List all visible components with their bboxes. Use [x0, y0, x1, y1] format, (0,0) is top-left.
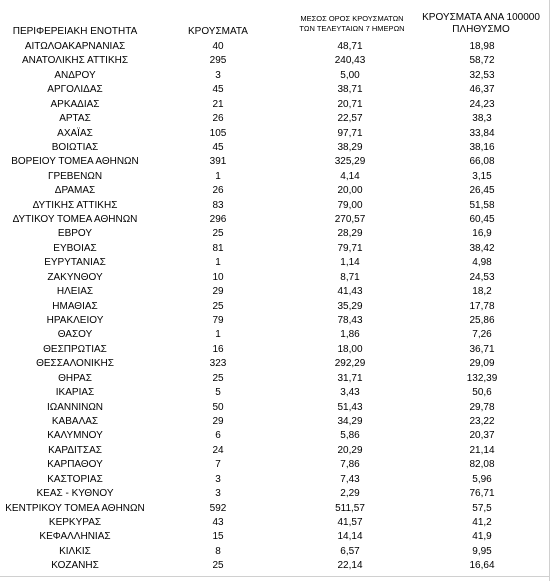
cell-per-100k: 29,09	[469, 358, 495, 370]
table-row	[0, 285, 556, 299]
cell-regional-unit: ΘΕΣΣΑΛΟΝΙΚΗΣ	[36, 358, 114, 370]
page-bottom-edge	[0, 576, 550, 577]
cell-cases: 296	[209, 214, 227, 226]
cell-regional-unit: ΔΡΑΜΑΣ	[54, 185, 96, 197]
table-header	[0, 0, 556, 40]
cell-avg-7days: 31,71	[337, 372, 363, 384]
cell-regional-unit: ΑΡΓΟΛΙΔΑΣ	[47, 84, 103, 96]
table-row	[0, 559, 556, 573]
header-cases-per-100k-line1: ΚΡΟΥΣΜΑΤΑ ΑΝΑ 100000	[422, 12, 540, 23]
cell-regional-unit: ΚΑΒΑΛΑΣ	[51, 415, 99, 427]
table-row	[0, 213, 556, 227]
cell-per-100k: 57,5	[472, 502, 492, 514]
cell-per-100k: 82,08	[469, 459, 495, 471]
table-row	[0, 415, 556, 429]
cell-avg-7days: 6,57	[340, 545, 360, 557]
cell-per-100k: 24,23	[469, 98, 495, 110]
cell-per-100k: 23,22	[469, 415, 495, 427]
cell-avg-7days: 51,43	[337, 401, 363, 413]
cell-cases: 40	[212, 41, 224, 52]
cell-cases: 45	[212, 84, 224, 96]
cell-per-100k: 32,53	[469, 69, 495, 81]
cell-regional-unit: ΓΡΕΒΕΝΩΝ	[47, 170, 103, 182]
table-row	[0, 300, 556, 314]
cell-per-100k: 76,71	[469, 488, 495, 500]
cell-per-100k: 26,45	[469, 185, 495, 197]
cell-cases: 1	[215, 329, 221, 341]
cell-per-100k: 29,78	[469, 401, 495, 413]
cell-avg-7days: 78,43	[337, 315, 363, 327]
cell-cases: 15	[212, 531, 224, 543]
table-row	[0, 227, 556, 241]
table-row	[0, 458, 556, 472]
cell-regional-unit: ΑΡΤΑΣ	[59, 113, 91, 125]
cell-regional-unit: ΕΥΡΥΤΑΝΙΑΣ	[44, 257, 106, 269]
cell-regional-unit: ΒΟΡΕΙΟΥ ΤΟΜΕΑ ΑΘΗΝΩΝ	[11, 156, 139, 168]
cell-regional-unit: ΚΕΝΤΡΙΚΟΥ ΤΟΜΕΑ ΑΘΗΝΩΝ	[5, 502, 145, 514]
header-cases-per-100k	[416, 12, 546, 36]
cell-per-100k: 5,96	[472, 473, 492, 485]
header-regional-unit: ΠΕΡΙΦΕΡΕΙΑΚΗ ΕΝΟΤΗΤΑ	[12, 26, 138, 37]
cell-regional-unit: ΚΕΡΚΥΡΑΣ	[48, 516, 102, 528]
cell-per-100k: 38,3	[472, 113, 492, 125]
cell-per-100k: 41,9	[472, 531, 492, 543]
cell-avg-7days: 14,14	[337, 531, 363, 543]
cell-per-100k: 17,78	[469, 300, 495, 312]
table-row	[0, 530, 556, 544]
cell-avg-7days: 270,57	[334, 214, 366, 226]
cell-regional-unit: ΙΩΑΝΝΙΝΩΝ	[46, 401, 104, 413]
cell-regional-unit: ΔΥΤΙΚΟΥ ΤΟΜΕΑ ΑΘΗΝΩΝ	[12, 214, 138, 226]
table-row	[0, 386, 556, 400]
cell-regional-unit: ΒΟΙΩΤΙΑΣ	[51, 141, 99, 153]
cell-cases: 1	[215, 170, 221, 182]
table-row	[0, 83, 556, 97]
cell-cases: 1	[215, 257, 221, 269]
cell-per-100k: 25,86	[469, 315, 495, 327]
cell-avg-7days: 35,29	[337, 300, 363, 312]
cell-cases: 105	[209, 127, 227, 139]
cell-avg-7days: 79,71	[337, 242, 363, 254]
cell-avg-7days: 3,43	[340, 387, 360, 399]
cell-per-100k: 18,2	[472, 286, 492, 298]
cell-cases: 29	[212, 415, 224, 427]
table-row	[0, 328, 556, 342]
cell-avg-7days: 5,00	[340, 69, 360, 81]
cell-regional-unit: ΘΗΡΑΣ	[58, 372, 92, 384]
table-row	[0, 357, 556, 371]
table-row	[0, 429, 556, 443]
table-row	[0, 242, 556, 256]
table-body	[0, 40, 556, 574]
cell-avg-7days: 20,00	[337, 185, 363, 197]
cell-regional-unit: ΚΑΛΥΜΝΟΥ	[47, 430, 103, 442]
cell-avg-7days: 240,43	[334, 55, 366, 67]
table-row	[0, 54, 556, 68]
cell-cases: 323	[209, 358, 227, 370]
header-7day-average-line1: ΜΕΣΟΣ ΟΡΟΣ ΚΡΟΥΣΜΑΤΩΝ	[300, 14, 404, 23]
cell-cases: 43	[212, 516, 224, 528]
cell-avg-7days: 48,71	[337, 41, 363, 52]
cell-cases: 25	[212, 560, 224, 572]
cell-cases: 26	[212, 185, 224, 197]
cell-avg-7days: 292,29	[334, 358, 366, 370]
cell-cases: 7	[215, 459, 221, 471]
cell-avg-7days: 325,29	[334, 156, 366, 168]
cell-per-100k: 51,58	[469, 199, 495, 211]
cell-cases: 3	[215, 473, 221, 485]
cell-avg-7days: 1,14	[340, 257, 360, 269]
cell-regional-unit: ΚΕΑΣ - ΚΥΘΝΟΥ	[36, 488, 114, 500]
cell-per-100k: 46,37	[469, 84, 495, 96]
cell-avg-7days: 28,29	[337, 228, 363, 240]
table-row	[0, 155, 556, 169]
cell-avg-7days: 38,71	[337, 84, 363, 96]
cell-avg-7days: 79,00	[337, 199, 363, 211]
cell-avg-7days: 38,29	[337, 141, 363, 153]
cell-per-100k: 20,37	[469, 430, 495, 442]
page-right-edge	[549, 0, 550, 581]
table-row	[0, 112, 556, 126]
cell-regional-unit: ΑΡΚΑΔΙΑΣ	[50, 98, 100, 110]
cell-per-100k: 16,9	[472, 228, 492, 240]
cell-regional-unit: ΚΑΡΠΑΘΟΥ	[47, 459, 103, 471]
cell-cases: 25	[212, 228, 224, 240]
cell-cases: 50	[212, 401, 224, 413]
cell-regional-unit: ΚΟΖΑΝΗΣ	[51, 560, 99, 572]
cell-regional-unit: ΕΒΡΟΥ	[57, 228, 93, 240]
cell-cases: 25	[212, 300, 224, 312]
cell-cases: 26	[212, 113, 224, 125]
cell-regional-unit: ΗΜΑΘΙΑΣ	[52, 300, 98, 312]
cell-avg-7days: 22,57	[337, 113, 363, 125]
table-row	[0, 516, 556, 530]
table-row	[0, 473, 556, 487]
cell-per-100k: 7,26	[472, 329, 492, 341]
cell-cases: 24	[212, 444, 224, 456]
cell-per-100k: 60,45	[469, 214, 495, 226]
cell-per-100k: 38,42	[469, 242, 495, 254]
cell-per-100k: 4,98	[472, 257, 492, 269]
cell-avg-7days: 20,71	[337, 98, 363, 110]
cell-avg-7days: 22,14	[337, 560, 363, 572]
table-row	[0, 184, 556, 198]
table-row	[0, 502, 556, 516]
table-row	[0, 199, 556, 213]
cell-per-100k: 24,53	[469, 271, 495, 283]
cell-regional-unit: ΚΑΡΔΙΤΣΑΣ	[48, 444, 102, 456]
cell-regional-unit: ΑΧΑΪΑΣ	[57, 127, 93, 139]
table-row	[0, 256, 556, 270]
cell-avg-7days: 20,29	[337, 444, 363, 456]
cell-cases: 83	[212, 199, 224, 211]
cell-regional-unit: ΘΕΣΠΡΩΤΙΑΣ	[43, 343, 107, 355]
cell-per-100k: 41,2	[472, 516, 492, 528]
cell-regional-unit: ΚΑΣΤΟΡΙΑΣ	[47, 473, 103, 485]
cell-per-100k: 58,72	[469, 55, 495, 67]
cell-avg-7days: 41,57	[337, 516, 363, 528]
table-row	[0, 545, 556, 559]
cell-cases: 295	[209, 55, 227, 67]
cell-avg-7days: 18,00	[337, 343, 363, 355]
cell-cases: 29	[212, 286, 224, 298]
cell-per-100k: 132,39	[466, 372, 498, 384]
cell-regional-unit: ΚΙΛΚΙΣ	[59, 545, 91, 557]
cell-regional-unit: ΘΑΣΟΥ	[57, 329, 93, 341]
table-row	[0, 271, 556, 285]
cell-cases: 10	[212, 271, 224, 283]
cell-cases: 45	[212, 141, 224, 153]
table-row	[0, 141, 556, 155]
cell-regional-unit: ΕΥΒΟΙΑΣ	[53, 242, 97, 254]
cell-regional-unit: ΔΥΤΙΚΗΣ ΑΤΤΙΚΗΣ	[32, 199, 118, 211]
cell-cases: 592	[209, 502, 227, 514]
cell-regional-unit: ΑΙΤΩΛΟΑΚΑΡΝΑΝΙΑΣ	[24, 41, 126, 52]
cell-cases: 3	[215, 488, 221, 500]
header-cases: ΚΡΟΥΣΜΑΤΑ	[188, 26, 248, 37]
cell-cases: 81	[212, 242, 224, 254]
header-7day-average-line2: ΤΩΝ ΤΕΛΕΥΤΑΙΩΝ 7 ΗΜΕΡΩΝ	[299, 24, 405, 33]
cell-avg-7days: 8,71	[340, 271, 360, 283]
cell-cases: 25	[212, 372, 224, 384]
cell-avg-7days: 7,86	[340, 459, 360, 471]
cell-per-100k: 33,84	[469, 127, 495, 139]
cell-per-100k: 9,95	[472, 545, 492, 557]
cell-per-100k: 16,64	[469, 560, 495, 572]
cell-cases: 391	[209, 156, 227, 168]
cell-avg-7days: 5,86	[340, 430, 360, 442]
cell-avg-7days: 2,29	[340, 488, 360, 500]
cell-cases: 8	[215, 545, 221, 557]
header-cases-per-100k-line2: ΠΛΗΘΥΣΜΟ	[452, 24, 510, 35]
cell-avg-7days: 34,29	[337, 415, 363, 427]
cell-regional-unit: ΗΡΑΚΛΕΙΟΥ	[46, 315, 104, 327]
table-row	[0, 401, 556, 415]
table-row	[0, 170, 556, 184]
cell-regional-unit: ΑΝΑΤΟΛΙΚΗΣ ΑΤΤΙΚΗΣ	[21, 55, 129, 67]
cell-regional-unit: ΚΕΦΑΛΛΗΝΙΑΣ	[39, 531, 111, 543]
cell-per-100k: 18,98	[469, 41, 495, 52]
cell-per-100k: 3,15	[472, 170, 492, 182]
cell-avg-7days: 41,43	[337, 286, 363, 298]
table-row	[0, 444, 556, 458]
cell-cases: 3	[215, 69, 221, 81]
cell-avg-7days: 97,71	[337, 127, 363, 139]
table-row	[0, 372, 556, 386]
cell-cases: 5	[215, 387, 221, 399]
cell-cases: 21	[212, 98, 224, 110]
cell-per-100k: 36,71	[469, 343, 495, 355]
cell-regional-unit: ΖΑΚΥΝΘΟΥ	[47, 271, 103, 283]
table-row	[0, 69, 556, 83]
cell-per-100k: 38,16	[469, 141, 495, 153]
cell-regional-unit: ΑΝΔΡΟΥ	[54, 69, 96, 81]
cell-cases: 16	[212, 343, 224, 355]
cell-per-100k: 50,6	[472, 387, 492, 399]
cell-avg-7days: 4,14	[340, 170, 360, 182]
cell-avg-7days: 7,43	[340, 473, 360, 485]
cell-per-100k: 66,08	[469, 156, 495, 168]
table-row	[0, 98, 556, 112]
cell-per-100k: 21,14	[469, 444, 495, 456]
cell-regional-unit: ΙΚΑΡΙΑΣ	[55, 387, 95, 399]
cell-cases: 6	[215, 430, 221, 442]
table-row	[0, 314, 556, 328]
table-row	[0, 127, 556, 141]
table-row	[0, 343, 556, 357]
table-row	[0, 487, 556, 501]
cell-avg-7days: 1,86	[340, 329, 360, 341]
cell-regional-unit: ΗΛΕΙΑΣ	[56, 286, 94, 298]
header-7day-average	[278, 14, 426, 34]
table-row	[0, 40, 556, 54]
cell-avg-7days: 511,57	[335, 502, 365, 514]
cell-cases: 79	[212, 315, 224, 327]
